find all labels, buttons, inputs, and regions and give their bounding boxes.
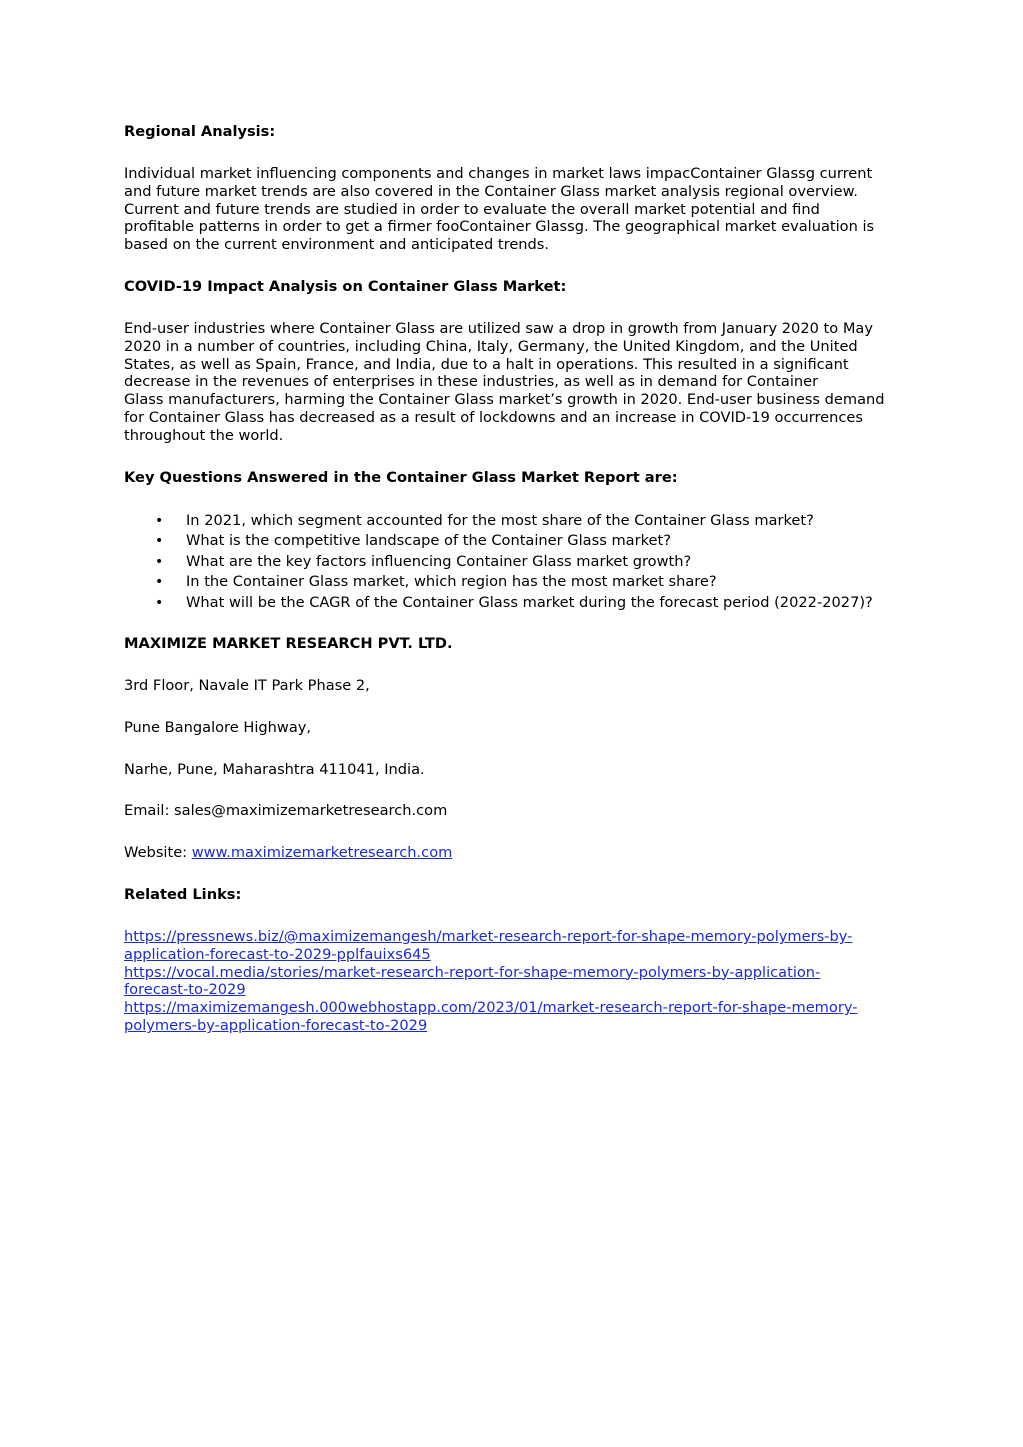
related-link-vocal[interactable] [124, 964, 899, 1000]
list-item-text: What is the competitive landscape of the Container Glass market? [186, 532, 671, 550]
list-item-text: What are the key factors influencing Container Glass market growth? [186, 552, 692, 570]
bullet-icon: • [155, 553, 164, 570]
bullet-icon: • [155, 574, 164, 591]
list-item [124, 572, 899, 593]
paragraph-line: throughout the world. [124, 426, 284, 444]
related-link-webhostapp[interactable] [124, 999, 899, 1035]
related-links-heading: Related Links: [124, 886, 242, 904]
website-label: Website: [124, 844, 192, 862]
paragraph-line: Individual market influencing components and changes in market laws impacContainer Glassg current [124, 165, 873, 182]
related-link-pressnews[interactable] [124, 928, 899, 964]
list-item-text: In the Container Glass market, which region has the most market share? [186, 573, 717, 591]
link-line: https://vocal.media/stories/market-research-report-for-shape-memory-polymers-by-application- [124, 963, 821, 981]
key-questions-list [124, 511, 899, 614]
list-item [124, 511, 899, 532]
list-item [124, 531, 899, 552]
regional-analysis-heading: Regional Analysis: [124, 123, 276, 140]
link-line: application-forecast-to-2029-pplfauixs645 [124, 945, 431, 963]
link-line: forecast-to-2029 [124, 981, 246, 999]
paragraph-line: profitable patterns in order to get a firmer fooContainer Glassg. The geographical market evaluation is [124, 218, 875, 236]
list-item [124, 552, 899, 573]
website-link[interactable]: www.maximizemarketresearch.com [191, 844, 453, 862]
bullet-icon: • [155, 533, 164, 550]
related-links-list [124, 928, 899, 1035]
list-item-text: What will be the CAGR of the Container Glass market during the forecast period (2022-2027)? [186, 593, 873, 611]
company-name: MAXIMIZE MARKET RESEARCH PVT. LTD. [124, 635, 453, 653]
paragraph-line: Current and future trends are studied in order to evaluate the overall market potential and find [124, 200, 820, 218]
address-line-2: Pune Bangalore Highway, [124, 718, 312, 736]
paragraph-line: decrease in the revenues of enterprises in these industries, as well as in demand for Container [124, 373, 819, 391]
regional-analysis-paragraph [124, 165, 899, 254]
link-line: polymers-by-application-forecast-to-2029 [124, 1017, 428, 1035]
link-line: https://pressnews.biz/@maximizemangesh/market-research-report-for-shape-memory-polymers-by- [124, 928, 853, 946]
link-line: https://maximizemangesh.000webhostapp.com/2023/01/market-research-report-for-shape-memory- [124, 999, 858, 1017]
paragraph-line: and future market trends are also covered in the Container Glass market analysis regional overview. [124, 182, 858, 200]
paragraph-line: States, as well as Spain, France, and India, due to a halt in operations. This resulted in a significant [124, 355, 849, 373]
covid-impact-paragraph [124, 320, 899, 445]
paragraph-line: based on the current environment and anticipated trends. [124, 236, 550, 254]
address-line-3: Narhe, Pune, Maharashtra 411041, India. [124, 760, 425, 778]
paragraph-line: Glass manufacturers, harming the Container Glass market’s growth in 2020. End-user business demand [124, 391, 885, 409]
list-item-text: In 2021, which segment accounted for the most share of the Container Glass market? [186, 511, 814, 529]
email-line: Email: sales@maximizemarketresearch.com [124, 802, 448, 820]
paragraph-line: for Container Glass has decreased as a result of lockdowns and an increase in COVID-19 occurrences [124, 408, 863, 426]
key-questions-heading: Key Questions Answered in the Container Glass Market Report are: [124, 468, 678, 486]
paragraph-line: End-user industries where Container Glass are utilized saw a drop in growth from January 2020 to May [124, 319, 874, 337]
address-line-1: 3rd Floor, Navale IT Park Phase 2, [124, 677, 370, 695]
bullet-icon: • [155, 512, 164, 529]
list-item [124, 593, 899, 614]
bullet-icon: • [155, 594, 164, 611]
website-line [124, 844, 899, 862]
document-page [124, 123, 899, 1035]
covid-impact-heading: COVID-19 Impact Analysis on Container Glass Market: [124, 277, 567, 295]
paragraph-line: 2020 in a number of countries, including China, Italy, Germany, the United Kingdom, and the United [124, 337, 858, 355]
